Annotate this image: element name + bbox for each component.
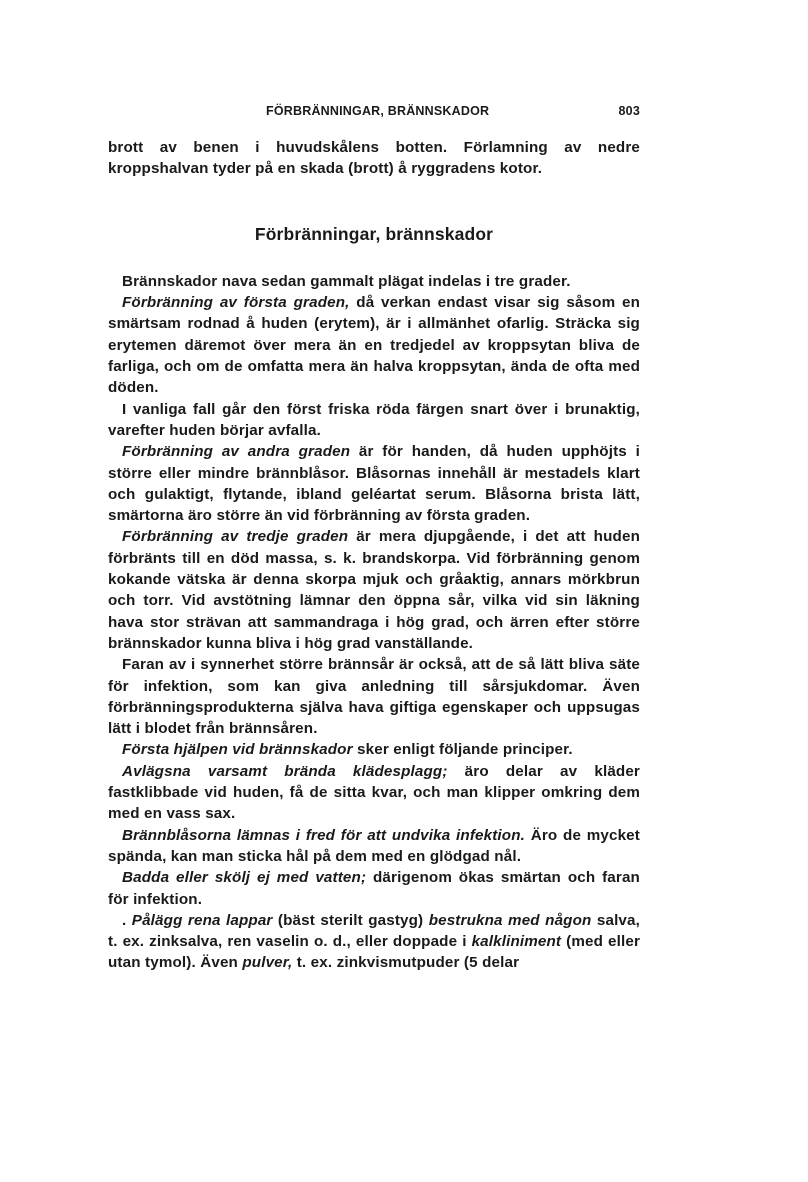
emphasis: Brännblåsorna lämnas i fred för att undvika infektion. — [122, 826, 526, 844]
running-head-title: FÖRBRÄNNINGAR, BRÄNNSKADOR — [266, 104, 490, 118]
paragraph — [108, 910, 640, 974]
emphasis: Första hjälpen vid brännskador — [122, 741, 353, 759]
paragraph-text: därigenom ökas smärtan och faran för infektion. — [108, 869, 640, 908]
emphasis: kalkliniment — [471, 933, 562, 951]
emphasis: Pålägg rena lappar — [131, 911, 273, 929]
section-heading: Förbränningar, brännskador — [254, 223, 494, 244]
paragraph-text: sker enligt följande principer. — [352, 741, 573, 759]
emphasis: bestrukna med någon — [428, 911, 592, 929]
body-text — [108, 137, 640, 974]
paragraph — [108, 825, 640, 868]
running-head — [108, 104, 640, 124]
paragraph-text: är för handen, då huden upphöjts i större eller mindre brännblåsor. Blåsornas innehåll är mestadels klart och gulaktigt, flytande, ibland geléartat serum. Blåsorna brista lätt, smärtorna äro större än vid förbränning av första graden. — [108, 443, 640, 525]
emphasis: Förbränning av tredje graden — [122, 528, 349, 546]
emphasis: Förbränning av första graden, — [122, 294, 350, 312]
page-number: 803 — [618, 104, 640, 118]
paragraph — [108, 739, 640, 760]
paragraph — [108, 867, 640, 910]
paragraph — [108, 526, 640, 654]
paragraph: I vanliga fall går den först friska röda färgen snart över i brunaktig, varefter huden börjar avfalla. — [108, 400, 640, 439]
book-page — [108, 104, 640, 974]
paragraph — [108, 292, 640, 398]
paragraph-text: (bäst sterilt gastyg) — [272, 911, 429, 929]
paragraph — [108, 761, 640, 825]
paragraph-text: Äro de mycket spända, kan man sticka hål på dem med en glödgad nål. — [108, 826, 640, 865]
emphasis: Badda eller skölj ej med vatten; — [122, 869, 367, 887]
emphasis: pulver, — [242, 954, 293, 972]
paragraph-text: . — [122, 911, 132, 929]
paragraph-text: äro delar av kläder fastklibbade vid huden, få de sitta kvar, och man klipper omkring dem med en vass sax. — [108, 762, 640, 823]
paragraph: brott av benen i huvudskålens botten. Förlamning av nedre kroppshalvan tyder på en skada (brott) å ryggradens kotor. — [108, 139, 640, 178]
paragraph-text: (med eller utan tymol). Även — [108, 933, 641, 972]
paragraph — [108, 441, 640, 526]
paragraph-text: salva, t. ex. zinksalva, ren vaselin o. d., eller doppade i — [108, 911, 640, 951]
paragraph-text: är mera djupgående, i det att huden förbränts till en död massa, s. k. brandskorpa. Vid förbränning genom kokande vätska är denna skorpa mjuk och gråaktig, annars mörkbrun och torr. Vid avstötning lämnar den öppna sår, vilka vid sin läkning hava stor strävan att sammandraga i hög grad, och ärren efter större brännskador kunna bliva i hög grad vanställande. — [108, 528, 640, 652]
paragraph-text: då verkan endast visar sig såsom en smärtsam rodnad å huden (erytem), är i allmänhet ofarlig. Sträcka sig erytemen däremot över mera än en tredjedel av kroppsytan bliva de farliga, och om de omfatta mera än halva kroppsytan, ända de ofta med döden. — [108, 294, 640, 397]
emphasis: Förbränning av andra graden — [122, 443, 351, 461]
emphasis: Avlägsna varsamt brända klädesplagg; — [122, 762, 448, 780]
paragraph: Faran av i synnerhet större brännsår är också, att de så lätt bliva säte för infektion, som kan giva anledning till sårsjukdomar. Även förbränningsprodukterna själva hava giftiga egenskaper och uppsugas lätt i blodet från brännsåren. — [108, 656, 640, 738]
paragraph: Brännskador nava sedan gammalt plägat indelas i tre grader. — [122, 272, 571, 290]
paragraph-text: t. ex. zinkvismutpuder (5 delar — [292, 954, 520, 972]
